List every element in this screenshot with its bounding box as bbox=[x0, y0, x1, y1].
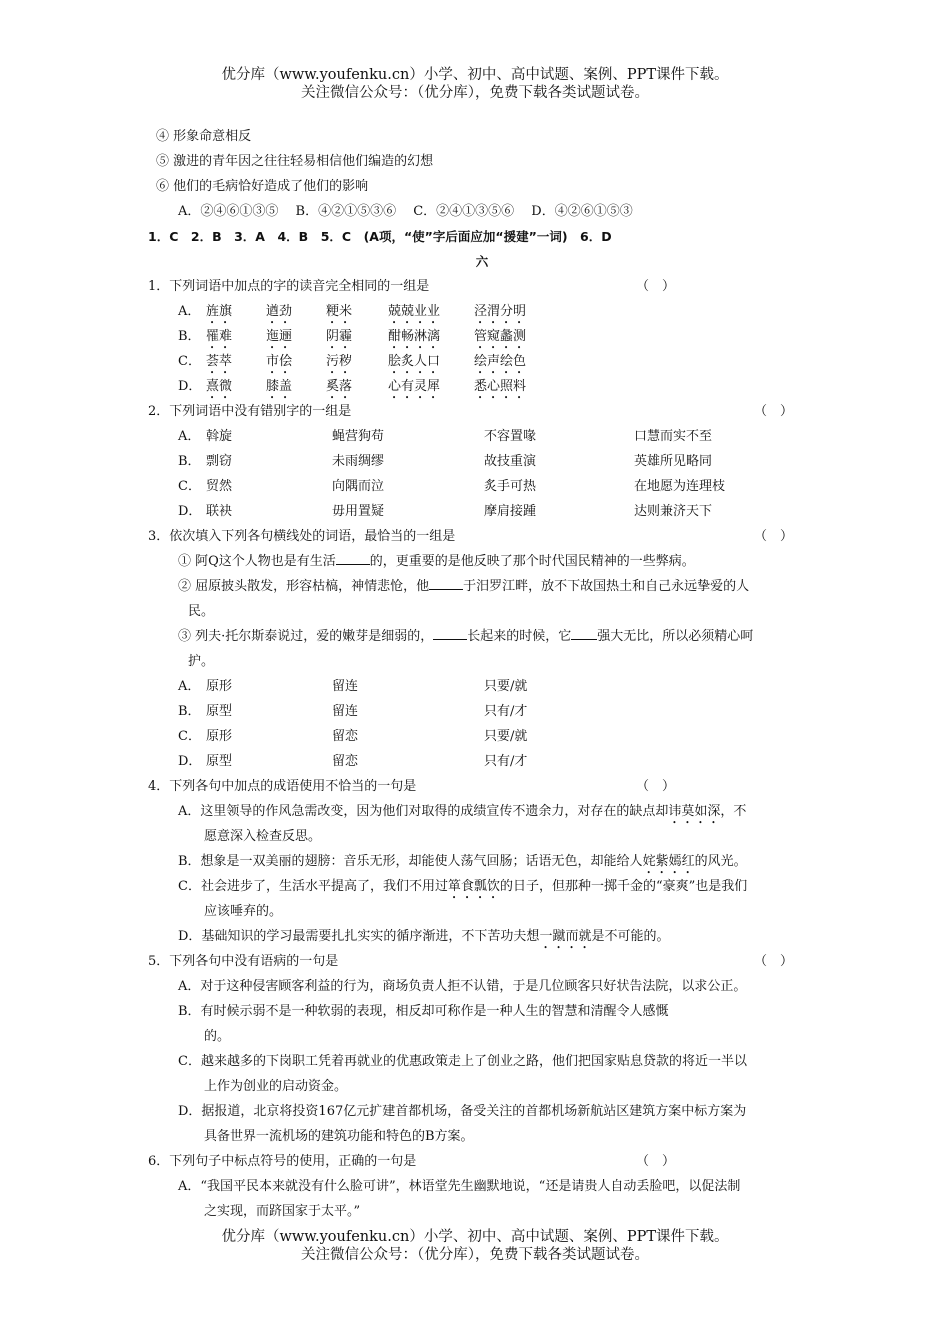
q2-option-a bbox=[148, 424, 816, 449]
option-cell: 贸然 bbox=[206, 479, 233, 494]
q3-answer-paren: （ ） bbox=[754, 529, 794, 544]
header-line-1: 优分库（www.youfenku.cn）小学、初中、高中试题、案例、PPT课件下载。 bbox=[221, 67, 729, 83]
text-segment: A．这里领导的作风急需改变，因为他们对取得的成绩宣传不遗余力，对存在的缺点却 bbox=[178, 804, 669, 819]
text-segment: 强大无比，所以必须精心呵 bbox=[597, 629, 754, 644]
option-cell: 只有/才 bbox=[484, 704, 528, 719]
header-line-2: 关注微信公众号：（优分库），免费下载各类试题试卷。 bbox=[301, 85, 649, 101]
emphasized-text: 箪食瓢饮 bbox=[447, 879, 500, 894]
option-cell: C． bbox=[178, 729, 201, 744]
fill-in-blank bbox=[429, 575, 463, 590]
text-segment: 2．下列词语中没有错别字的一组是 bbox=[148, 404, 352, 419]
text-segment: D．基础知识的学习最需要扎扎实实的循序渐进，不下苦功夫想 bbox=[178, 929, 540, 944]
option-cell: 原型 bbox=[206, 754, 233, 769]
text-segment: 的，更重要的是他反映了那个时代国民精神的一些弊病。 bbox=[369, 554, 695, 569]
option-cell: A． bbox=[178, 679, 201, 694]
q4-option-c-cont: 应该唾弃的。 bbox=[204, 904, 283, 919]
option-cell: 膝盖 bbox=[266, 379, 293, 394]
q3-sentence-3 bbox=[148, 624, 816, 649]
option-cell: 脍炙人口 bbox=[388, 354, 441, 369]
q5-option-a: A．对于这种侵害顾客利益的行为，商场负责人拒不认错，于是几位顾客只好状告法院，以求公正。 bbox=[178, 979, 747, 994]
q1-option-c bbox=[148, 349, 816, 374]
q1-option-b bbox=[148, 324, 816, 349]
q4-stem bbox=[148, 774, 816, 799]
option-cell: 炙手可热 bbox=[484, 479, 537, 494]
prev-item-4: ④ 形象命意相反 bbox=[156, 129, 252, 144]
q6-option-a: A．“我国平民本来就没有什么脸可讲”，林语堂先生幽默地说，“还是请贵人自动丢脸吧，以促法制 bbox=[178, 1179, 741, 1194]
option-cell: 迤逦 bbox=[266, 329, 293, 344]
option-cell: 遒劲 bbox=[266, 304, 293, 319]
text-segment: 长起来的时候，它 bbox=[467, 629, 572, 644]
section-title: 六 bbox=[475, 254, 489, 269]
page-header bbox=[0, 66, 950, 102]
text-segment: 的风光。 bbox=[694, 854, 747, 869]
text-segment: 5．下列各句中没有语病的一句是 bbox=[148, 954, 339, 969]
document-body bbox=[148, 124, 816, 1224]
q3-sentence-1 bbox=[148, 549, 816, 574]
q5-stem bbox=[148, 949, 816, 974]
option-cell: 管窥蠡测 bbox=[474, 329, 527, 344]
prev-item-5: ⑤ 激进的青年因之往往轻易相信他们编造的幻想 bbox=[156, 154, 434, 169]
option-cell: 留连 bbox=[332, 704, 359, 719]
footer-line-2: 关注微信公众号：（优分库），免费下载各类试题试卷。 bbox=[301, 1247, 649, 1263]
option-cell: 原型 bbox=[206, 704, 233, 719]
q3-option-c bbox=[148, 724, 816, 749]
page-footer bbox=[0, 1228, 950, 1264]
q5-answer-paren: （ ） bbox=[754, 954, 794, 969]
option-cell: 粳米 bbox=[326, 304, 353, 319]
q1-stem bbox=[148, 274, 816, 299]
q6-option-a-cont: 之实现，而跻国家于太平。” bbox=[204, 1204, 361, 1219]
option-cell: 联袂 bbox=[206, 504, 233, 519]
option-cell: 旌旗 bbox=[206, 304, 233, 319]
q1-option-d bbox=[148, 374, 816, 399]
fill-in-blank bbox=[433, 625, 467, 640]
option-cell: 悉心照料 bbox=[474, 379, 527, 394]
q6-answer-paren: （ ） bbox=[636, 1154, 676, 1169]
option-cell: 只有/才 bbox=[484, 754, 528, 769]
option-cell: 奚落 bbox=[326, 379, 353, 394]
option-cell: D． bbox=[178, 379, 202, 394]
text-segment: B．想象是一双美丽的翅膀：音乐无形，却能使人荡气回肠；话语无色，却能给人 bbox=[178, 854, 643, 869]
q2-stem bbox=[148, 399, 816, 424]
q5-option-c-cont: 上作为创业的启动资金。 bbox=[204, 1079, 348, 1094]
option-cell: 蝇营狗苟 bbox=[332, 429, 385, 444]
q4-answer-paren: （ ） bbox=[636, 779, 676, 794]
q3-sentence-2 bbox=[148, 574, 816, 599]
text-segment: 的日子，但那种一掷千金的“豪爽”也是我们 bbox=[499, 879, 748, 894]
q4-option-c bbox=[148, 874, 816, 899]
prev-options: A．②④⑥①③⑤ B．④②①⑤③⑥ C．②④①③⑤⑥ D．④②⑥①⑤③ bbox=[178, 204, 633, 219]
option-cell: 在地愿为连理枝 bbox=[634, 479, 726, 494]
option-cell: 摩肩接踵 bbox=[484, 504, 537, 519]
option-cell: 未雨绸缪 bbox=[332, 454, 385, 469]
text-segment: C．社会进步了，生活水平提高了，我们不用过 bbox=[178, 879, 448, 894]
prev-item-6: ⑥ 他们的毛病恰好造成了他们的影响 bbox=[156, 179, 369, 194]
text-segment: 6．下列句子中标点符号的使用，正确的一句是 bbox=[148, 1154, 417, 1169]
fill-in-blank bbox=[336, 550, 370, 565]
option-cell: D． bbox=[178, 754, 202, 769]
option-cell: 向隅而泣 bbox=[332, 479, 385, 494]
option-cell: 留恋 bbox=[332, 729, 359, 744]
q2-option-d bbox=[148, 499, 816, 524]
text-segment: ② 屈原披头散发，形容枯槁，神情悲怆，他 bbox=[178, 579, 430, 594]
q1-option-a bbox=[148, 299, 816, 324]
q5-option-d: D．据报道，北京将投资167亿元扩建首都机场，备受关注的首都机场新航站区建筑方案中标方案为 bbox=[178, 1104, 747, 1119]
text-segment: ，不 bbox=[720, 804, 747, 819]
option-cell: 故技重演 bbox=[484, 454, 537, 469]
q3-option-a bbox=[148, 674, 816, 699]
q4-option-a-cont: 愿意深入检查反思。 bbox=[204, 829, 322, 844]
emphasized-text: 一蹴而就 bbox=[539, 929, 592, 944]
option-cell: 斡旋 bbox=[206, 429, 233, 444]
q6-stem bbox=[148, 1149, 816, 1174]
q2-option-b bbox=[148, 449, 816, 474]
q4-option-d bbox=[148, 924, 816, 949]
option-cell: 达则兼济天下 bbox=[634, 504, 713, 519]
option-cell: 原形 bbox=[206, 679, 233, 694]
option-cell: C． bbox=[178, 479, 201, 494]
emphasized-text: 姹紫嫣红 bbox=[642, 854, 695, 869]
q4-option-a bbox=[148, 799, 816, 824]
q5-option-b: B．有时候示弱不是一种软弱的表现，相反却可称作是一种人生的智慧和清醒令人感慨 bbox=[178, 1004, 669, 1019]
fill-in-blank bbox=[571, 625, 597, 640]
option-cell: 罹难 bbox=[206, 329, 233, 344]
option-cell: 心有灵犀 bbox=[388, 379, 441, 394]
q2-option-c bbox=[148, 474, 816, 499]
option-cell: 留恋 bbox=[332, 754, 359, 769]
option-cell: C． bbox=[178, 354, 201, 369]
option-cell: B． bbox=[178, 329, 201, 344]
q5-option-d-cont: 具备世界一流机场的建筑功能和特色的B方案。 bbox=[204, 1129, 474, 1144]
text-segment: 是不可能的。 bbox=[591, 929, 670, 944]
option-cell: 熹微 bbox=[206, 379, 233, 394]
q3-option-b bbox=[148, 699, 816, 724]
q3-stem bbox=[148, 524, 816, 549]
option-cell: B． bbox=[178, 454, 201, 469]
footer-line-1: 优分库（www.youfenku.cn）小学、初中、高中试题、案例、PPT课件下载。 bbox=[221, 1229, 729, 1245]
option-cell: A． bbox=[178, 304, 201, 319]
option-cell: 留连 bbox=[332, 679, 359, 694]
option-cell: 兢兢业业 bbox=[388, 304, 441, 319]
option-cell: 剽窃 bbox=[206, 454, 233, 469]
option-cell: D． bbox=[178, 504, 202, 519]
option-cell: 荟萃 bbox=[206, 354, 233, 369]
option-cell: 原形 bbox=[206, 729, 233, 744]
text-segment: ① 阿Q这个人物也是有生活 bbox=[178, 554, 336, 569]
q3-sentence-2-cont: 民。 bbox=[188, 604, 215, 619]
q3-option-d bbox=[148, 749, 816, 774]
q4-option-b bbox=[148, 849, 816, 874]
text-segment: ③ 列夫·托尔斯泰说过，爱的嫩芽是细弱的， bbox=[178, 629, 434, 644]
q5-option-b-cont: 的。 bbox=[204, 1029, 231, 1044]
text-segment: 4．下列各句中加点的成语使用不恰当的一句是 bbox=[148, 779, 417, 794]
option-cell: 只要/就 bbox=[484, 729, 528, 744]
option-cell: A． bbox=[178, 429, 201, 444]
option-cell: 绘声绘色 bbox=[474, 354, 527, 369]
option-cell: 英雄所见略同 bbox=[634, 454, 713, 469]
text-segment: 于汨罗江畔，放不下故国热土和自己永远挚爱的人 bbox=[463, 579, 750, 594]
q5-option-c: C．越来越多的下岗职工凭着再就业的优惠政策走上了创业之路，他们把国家贴息贷款的将近一半以 bbox=[178, 1054, 747, 1069]
option-cell: 市侩 bbox=[266, 354, 293, 369]
text-segment: 3．依次填入下列各句横线处的词语，最恰当的一组是 bbox=[148, 529, 456, 544]
option-cell: 泾渭分明 bbox=[474, 304, 527, 319]
q1-answer-paren: （ ） bbox=[636, 279, 676, 294]
option-cell: 毋用置疑 bbox=[332, 504, 385, 519]
q2-answer-paren: （ ） bbox=[754, 404, 794, 419]
emphasized-text: 讳莫如深 bbox=[668, 804, 721, 819]
answer-key: 1．C 2．B 3．A 4．B 5．C (A项，“使”字后面应加“援建”一词) 6．D bbox=[148, 229, 612, 244]
option-cell: B． bbox=[178, 704, 201, 719]
text-segment: 1．下列词语中加点的字的读音完全相同的一组是 bbox=[148, 279, 430, 294]
option-cell: 只要/就 bbox=[484, 679, 528, 694]
option-cell: 口慧而实不至 bbox=[634, 429, 713, 444]
q3-sentence-3-cont: 护。 bbox=[188, 654, 215, 669]
option-cell: 污秽 bbox=[326, 354, 353, 369]
option-cell: 酣畅淋漓 bbox=[388, 329, 441, 344]
option-cell: 不容置喙 bbox=[484, 429, 537, 444]
option-cell: 阴霾 bbox=[326, 329, 353, 344]
